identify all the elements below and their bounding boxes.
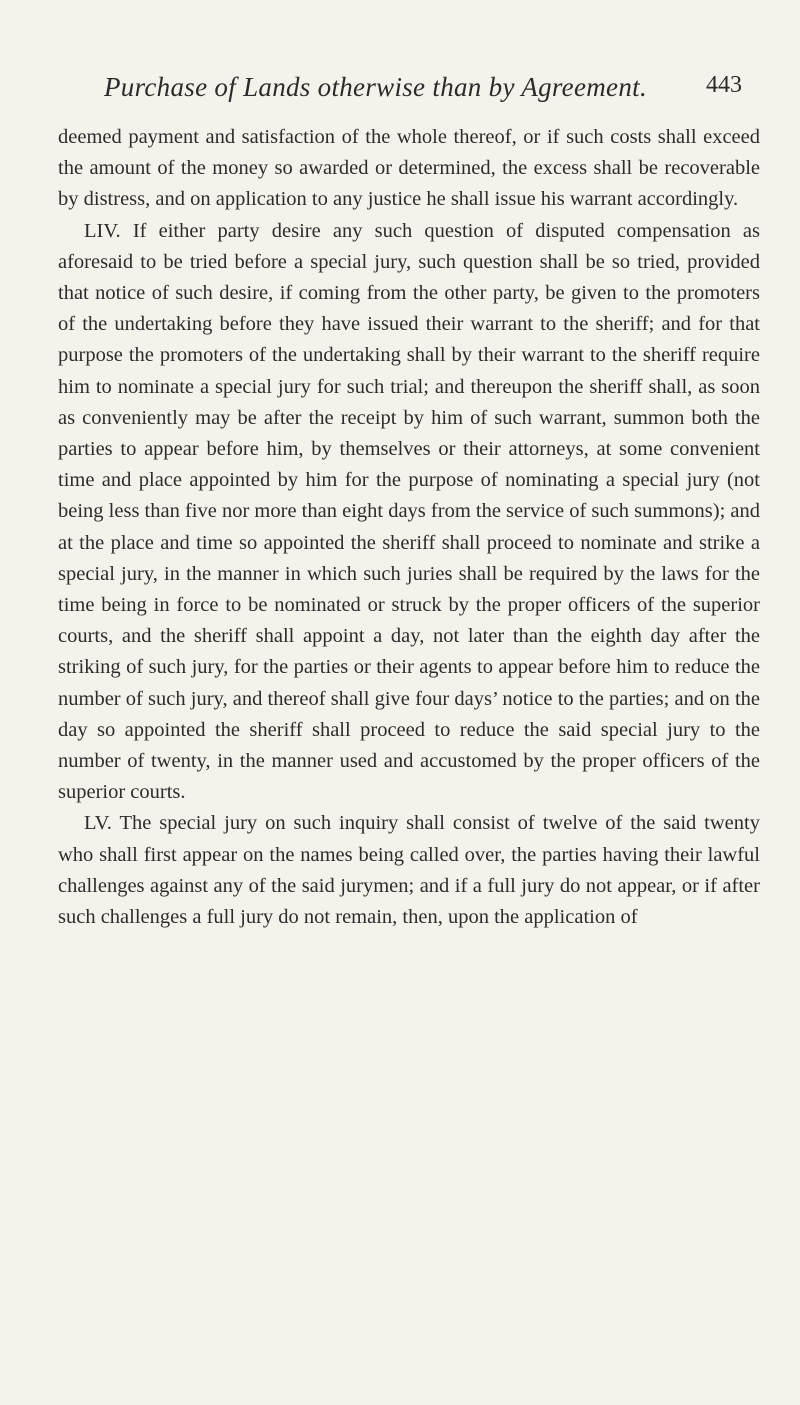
- paragraph-section-lv: [58, 808, 760, 933]
- paragraph-section-liv: [58, 216, 760, 809]
- section-number: LIV.: [84, 219, 121, 242]
- paragraph-text: The special jury on such inquiry shall consist of twelve of the said twenty who shall first appear on the names being called over, the parties having their lawful challenges against any of the said jurymen; and if a full jury do not appear, or if after such challenges a full jury do not remain, then, upon the application of: [58, 812, 760, 929]
- paragraph-text: deemed payment and satisfaction of the whole thereof, or if such costs shall exceed the amount of the money so awarded or determined, the excess shall be recoverable by distress, and on application to any justice he shall issue his warrant accordingly.: [58, 126, 760, 211]
- page-number: 443: [706, 72, 742, 98]
- paragraph-text: If either party desire any such question of disputed compensation as aforesaid to be tried before a special jury, such question shall be so tried, provided that notice of such desire, if coming from the other party, be given to the promoters of the undertaking before they have issued their warrant to the sheriff; and for that purpose the promoters of the undertaking shall by their warrant to the sheriff require him to nominate a special jury for such trial; and thereupon the sheriff shall, as soon as conveniently may be after the receipt by him of such warrant, summon both the parties to appear before him, by themselves or their attorneys, at some convenient time and place appointed by him for the purpose of nominating a special jury (not being less than five nor more than eight days from the service of such summons); and at the place and time so appointed the sheriff shall proceed to nominate and strike a special jury, in the manner in which such juries shall be required by the laws for the time being in force to be nominated or struck by the proper officers of the superior courts, and the sheriff shall appoint a day, not later than the eighth day after the striking of such jury, for the parties or their agents to appear before him to reduce the number of such jury, and thereof shall give four days’ notice to the parties; and on the day so appointed the sheriff shall proceed to reduce the said special jury to the number of twenty, in the manner used and accustomed by the proper officers of the superior courts.: [58, 219, 761, 804]
- body-text: [58, 122, 760, 933]
- running-title: Purchase of Lands otherwise than by Agreement.: [104, 72, 647, 102]
- section-number: LV.: [84, 812, 112, 835]
- running-head: [104, 72, 742, 112]
- paragraph-continuation: [58, 122, 760, 216]
